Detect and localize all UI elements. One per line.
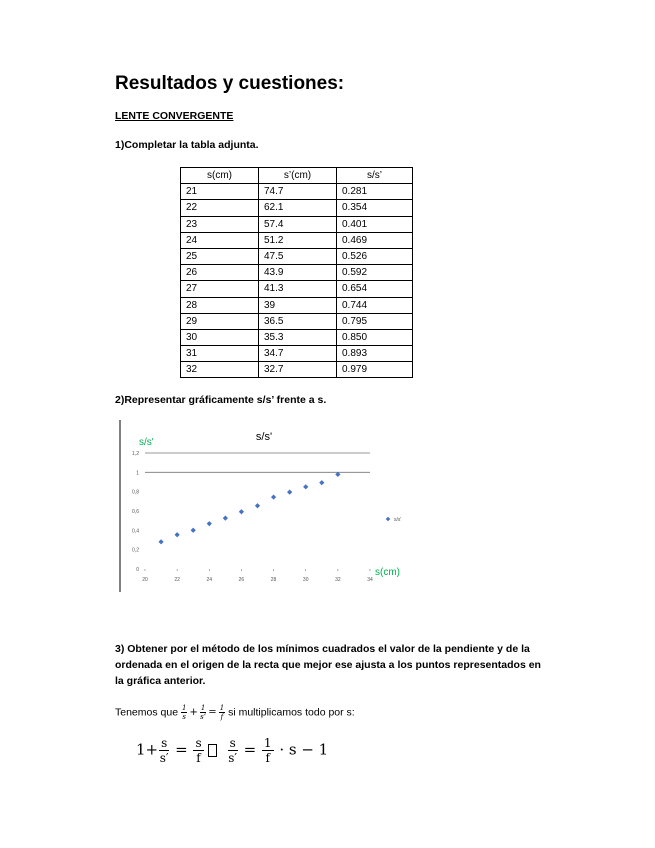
table-cell: 34.7 — [259, 346, 337, 362]
table-cell: 24 — [181, 232, 259, 248]
table-row — [181, 329, 413, 345]
table-cell: 0.281 — [337, 184, 413, 200]
table-cell: 36.5 — [259, 313, 337, 329]
table-cell: 31 — [181, 346, 259, 362]
denominator: s′ — [228, 751, 238, 765]
table-cell: 22 — [181, 200, 259, 216]
equation-prefix: Tenemos que — [115, 706, 179, 719]
formula-term: · s − 1 — [279, 740, 329, 759]
x-tick-label: 22 — [174, 577, 180, 583]
numerator: s — [161, 736, 168, 750]
missing-glyph-box — [208, 744, 217, 757]
table-cell: 25 — [181, 248, 259, 264]
y-tick-label: 0 — [136, 567, 139, 573]
table-cell: 30 — [181, 329, 259, 345]
table-cell: 0.850 — [337, 329, 413, 345]
table-cell: 74.7 — [259, 184, 337, 200]
y-tick-label: 0,2 — [132, 547, 139, 554]
table-row — [181, 216, 413, 232]
chart-title: s/s' — [255, 431, 273, 443]
data-point — [158, 539, 163, 544]
fraction — [200, 704, 206, 721]
numerator: s — [229, 736, 236, 750]
table-header-row — [181, 168, 413, 184]
y-tick-label: 0,6 — [132, 509, 139, 515]
table-cell: 29 — [181, 313, 259, 329]
fraction — [219, 704, 225, 721]
equation-line — [115, 704, 355, 721]
x-tick-label: 24 — [206, 577, 213, 583]
equation-suffix: si multiplicamos todo por s: — [228, 706, 355, 719]
question-2: 2)Representar gráficamente s/s’ frente a s. — [115, 394, 327, 406]
x-tick-label: 20 — [142, 577, 148, 583]
x-tick-label: 34 — [367, 577, 373, 583]
table-row — [181, 362, 413, 378]
table-cell: 41.3 — [259, 281, 337, 297]
data-point — [303, 484, 308, 489]
numerator: 1 — [263, 736, 272, 750]
table-cell: 51.2 — [259, 232, 337, 248]
table-cell: 0.654 — [337, 281, 413, 297]
x-tick-label: 32 — [335, 577, 341, 583]
table-row — [181, 184, 413, 200]
table-row — [181, 313, 413, 329]
y-tick-label: 0,4 — [132, 528, 139, 535]
table-cell: 43.9 — [259, 265, 337, 281]
y-tick-label: 0,8 — [132, 489, 139, 496]
section-heading: LENTE CONVERGENTE — [115, 110, 234, 122]
data-point — [255, 503, 260, 508]
data-point — [271, 494, 276, 499]
table-cell: 0.401 — [337, 216, 413, 232]
question-1: 1)Completar la tabla adjunta. — [115, 139, 259, 151]
denominator: f — [265, 751, 270, 765]
table-cell: 0.893 — [337, 346, 413, 362]
table-row — [181, 200, 413, 216]
legend-label: s/s' — [394, 517, 402, 523]
numerator: 1 — [219, 704, 225, 712]
fraction — [159, 736, 169, 765]
data-point — [207, 521, 212, 526]
legend-marker — [386, 517, 391, 522]
data-point — [319, 480, 324, 485]
table-cell: 28 — [181, 297, 259, 313]
denominator: s′ — [159, 751, 169, 765]
x-axis-label: s(cm) — [375, 567, 400, 578]
data-point — [239, 509, 244, 514]
table-cell: 21 — [181, 184, 259, 200]
y-axis-label: s/s' — [139, 437, 154, 448]
table-row — [181, 248, 413, 264]
question-3: 3) Obtener por el método de los mínimos cuadrados el valor de la pendiente y de la ordenada en el origen de la recta que mejor ese ajusta a los puntos representados en la gráfica anterior. — [115, 643, 541, 687]
table-cell: 0.469 — [337, 232, 413, 248]
x-tick-label: 26 — [238, 577, 245, 583]
data-point — [175, 532, 180, 537]
table-cell: 32 — [181, 362, 259, 378]
table-cell: 47.5 — [259, 248, 337, 264]
data-table — [180, 167, 413, 378]
table-cell: 39 — [259, 297, 337, 313]
column-header: s(cm) — [181, 168, 259, 184]
table-cell: 26 — [181, 265, 259, 281]
numerator: s — [195, 736, 202, 750]
table-row — [181, 297, 413, 313]
table-cell: 23 — [181, 216, 259, 232]
table-cell: 35.3 — [259, 329, 337, 345]
y-tick-label: 1 — [136, 470, 139, 477]
column-header: s/s’ — [337, 168, 413, 184]
plus-sign: + — [189, 707, 198, 719]
table-cell: 0.744 — [337, 297, 413, 313]
y-tick-label: 1,2 — [132, 451, 139, 457]
equals-sign: = — [208, 707, 217, 719]
table-cell: 0.526 — [337, 248, 413, 264]
page-title: Resultados y cuestiones: — [115, 73, 345, 94]
denominator: s’ — [200, 713, 206, 721]
table-cell: 57.4 — [259, 216, 337, 232]
fraction — [181, 704, 187, 721]
table-cell: 62.1 — [259, 200, 337, 216]
data-point — [287, 490, 292, 495]
table-row — [181, 232, 413, 248]
table-cell: 0.592 — [337, 265, 413, 281]
numerator: 1 — [200, 704, 206, 712]
denominator: f — [196, 751, 201, 765]
column-header: s’(cm) — [259, 168, 337, 184]
denominator: f — [220, 713, 224, 721]
equals-sign: = — [175, 740, 188, 759]
table-cell: 27 — [181, 281, 259, 297]
table-row — [181, 281, 413, 297]
data-point — [191, 528, 196, 533]
fraction — [228, 736, 238, 765]
table-row — [181, 265, 413, 281]
lens-formula — [136, 736, 328, 765]
data-point — [223, 516, 228, 521]
numerator: 1 — [181, 704, 187, 712]
table-cell: 0.795 — [337, 313, 413, 329]
table-cell: 32.7 — [259, 362, 337, 378]
table-cell: 0.979 — [337, 362, 413, 378]
table-row — [181, 346, 413, 362]
table-cell: 0.354 — [337, 200, 413, 216]
x-tick-label: 28 — [270, 577, 277, 583]
fraction — [262, 736, 274, 765]
equals-sign: = — [243, 740, 257, 759]
x-tick-label: 30 — [302, 577, 309, 583]
fraction — [193, 736, 203, 765]
denominator: s — [182, 713, 186, 721]
scatter-chart — [118, 420, 418, 595]
formula-term: 1+ — [136, 740, 159, 759]
